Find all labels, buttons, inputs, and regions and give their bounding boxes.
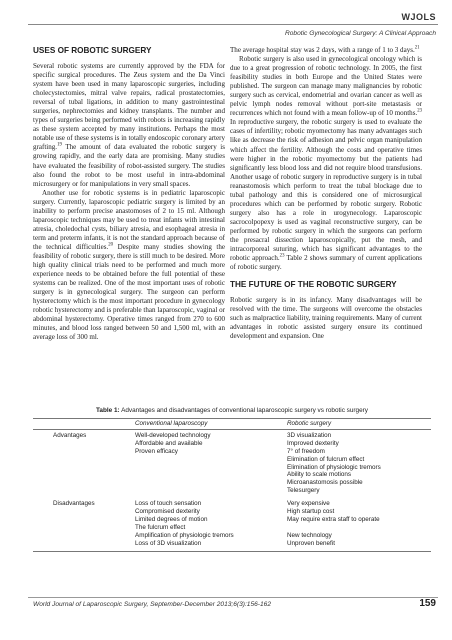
- table-cell-line: Telesurgery: [287, 487, 320, 495]
- paragraph: Another use for robotic systems is in pediatric laparoscopic surgery. Currently, laparoscopic pediatric surgery is limited by an inability to perform precise anastomoses of 2 to 15 ml. Although laparoscopic techniques may be used to treat infants with intestinal atresia, choledochal cysts, biliary atresia, and esophageal atresia in term and preterm infants, it is not the standard approach because of the technical difficulties.$^{20}$ Despite many studies showing the feasibility of robotic surgery, there is still much to be desired. More high quality clinical trials need to be performed and much more experience needs to be obtained before the full potential of these systems can be realized. One of the most important uses of robotic surgery is in gynecological surgery. The surgeon can perform hysterectomy which is the most important procedure in gynecology robotic hysterectomy and is preferable than laparoscopic, vaginal or abdominal hysterectomy. Operative times ranged from 270 to 600 minutes, and blood loss ranged between 50 and 1,500 ml, with an average loss of 300 ml.: [33, 188, 225, 342]
- left-column: [33, 46, 225, 342]
- table-cell-line: May require extra staff to operate: [287, 515, 380, 523]
- table-cell-line: Improved dexterity: [287, 439, 339, 447]
- table-cell-line: Microanastomosis possible: [287, 479, 363, 487]
- table-cell-line: Loss of 3D visualization: [135, 539, 202, 547]
- running-head: Robotic Gynecological Surgery: A Clinical Approach: [285, 30, 436, 37]
- table-header-cell: [33, 419, 133, 430]
- paragraph: The average hospital stay was 2 days, with a range of 1 to 3 days.$^{21}$: [230, 45, 420, 54]
- table-header-row: [33, 419, 431, 430]
- table-cell-line: Elimination of fulcrum effect: [287, 455, 365, 463]
- table-cell-line: Ability to scale motions: [287, 471, 352, 479]
- table-row-label: Disadvantages: [33, 498, 133, 551]
- table-cell-conventional: [133, 498, 285, 551]
- table-cell-robotic: [285, 429, 431, 498]
- page-number: 159: [419, 598, 436, 609]
- table-row: [33, 498, 431, 551]
- table-row-label: Advantages: [53, 431, 87, 439]
- citation: 23: [417, 108, 422, 114]
- citation: 19: [57, 143, 62, 149]
- table-cell-robotic: [285, 498, 431, 551]
- table-cell-line: 7° of freedom: [287, 447, 325, 455]
- table-header-cell: Robotic surgery: [285, 419, 431, 430]
- table-cell-line: Loss of touch sensation: [135, 500, 202, 508]
- header-rule: [28, 24, 438, 25]
- table-cell-line: 3D visualization: [287, 431, 332, 439]
- paragraph: Robotic surgery is in its infancy. Many disadvantages will be resolved with the time. The surgeons will overcome the obstacles such as malpractice liability, training requirements. Many of current advantages in robotic assisted surgery ensure its continued development and expansion. One: [230, 296, 422, 341]
- table-header-cell: Conventional laparoscopy: [133, 419, 285, 430]
- table-1: [33, 407, 431, 552]
- paragraph: Several robotic systems are currently approved by the FDA for specific surgical procedures. The Zeus system and the Da Vinci system have been used in many laparoscopic surgeries, including cholecystectomies, mitral valve repairs, radical prostatectomies, reversal of tubal ligations, in addition to many gastrointestinal surgeries, nephrectomies and kidney transplants. The number and types of surgeries being performed with robots is increasing rapidly as these system accepted by many institutions. Perhaps the most notable use of these systems is in totally endoscopic coronary artery grafting.$^{19}$ The amount of data evaluated the robotic surgery is growing rapidly, and the early data are promising. Many studies have evaluated the feasibility of robot-assisted surgery. The studies also found the robot to be most useful in intra-abdominal microsurgery or for manipulations in very small spaces.: [33, 62, 225, 188]
- comparison-table: [33, 418, 431, 552]
- table-cell-line: [287, 524, 429, 532]
- table-caption: Table 1: Advantages and disadvantages of conventional laparoscopic surgery vs robotic surgery: [95, 407, 368, 414]
- table-cell-line: High startup cost: [287, 508, 335, 516]
- table-cell-line: New technology: [287, 531, 332, 539]
- citation: 21: [414, 45, 420, 51]
- table-cell-line: Unproven benefit: [287, 539, 335, 547]
- table-row: [33, 429, 431, 498]
- table-cell-line: Amplification of physiologic tremors: [135, 531, 234, 539]
- table-cell-line: Compromised dexterity: [135, 508, 200, 516]
- table-cell-line: The fulcrum effect: [135, 523, 186, 531]
- right-column: [230, 46, 422, 341]
- table-cell-line: Well-developed technology: [135, 431, 211, 439]
- section-heading-uses: USES OF ROBOTIC SURGERY: [33, 46, 152, 55]
- table-cell-line: Very expensive: [287, 500, 330, 508]
- citation: 20: [108, 242, 114, 248]
- table-cell-conventional: [133, 429, 285, 498]
- footer-citation: World Journal of Laparoscopic Surgery, September-December 2013;6(3):156-162: [33, 601, 271, 608]
- table-cell-line: Limited degrees of motion: [135, 515, 208, 523]
- paragraph: Robotic surgery is also used in gynecological oncology which is due to a great progression of robotic technology. In 2005, the first feasibility studies in both Europe and the United States were published. The surgeon can manage many malignancies by robotic surgery such as cervical, endometrial and ovarian cancer as well as pelvic lymph nodes removal without port-site metastasis or recurrences which not found with a mean follow-up of 10 months.$^{23}$ In reproductive surgery, the robotic surgery is used to evaluate the cases of infertility; robotic myomectomy has many advantages such like as decrease the risk of adhesion and pelvic organ manipulation which affect the fertility. Although the costs and operative times were higher in the robotic myomectomy but the patients had significantly less blood loss and did not require blood transfusions. Another usage of robotic surgery in reproductive surgery is in tubal reanastomosis which perform to treat the tubal blockage due to tubal pathology and this is considered one of microsurgical procedures which can be performed by robotic surgery. Robotic surgery also has a role in urogynecology. Laparoscopic sacrocolpopexy is used as vaginal reconstructive surgery, can be performed by robotic surgery in which the surgeons can perform the presacral dissection laparoscopically, put the mesh, and intracorporeal suturing, which has significant advantages to the robotic approach.$^{23}$ Table 2 shows summary of current applications of robotic surgery.: [230, 55, 422, 272]
- footer-rule: [28, 597, 438, 598]
- table-cell-line: Proven efficacy: [135, 447, 178, 455]
- table-cell-line: Elimination of physiologic tremors: [287, 463, 381, 471]
- table-cell-line: Affordable and available: [135, 439, 203, 447]
- section-heading-future: THE FUTURE OF THE ROBOTIC SURGERY: [230, 280, 397, 290]
- journal-tag: WJOLS: [401, 12, 436, 22]
- citation: 23: [279, 253, 285, 259]
